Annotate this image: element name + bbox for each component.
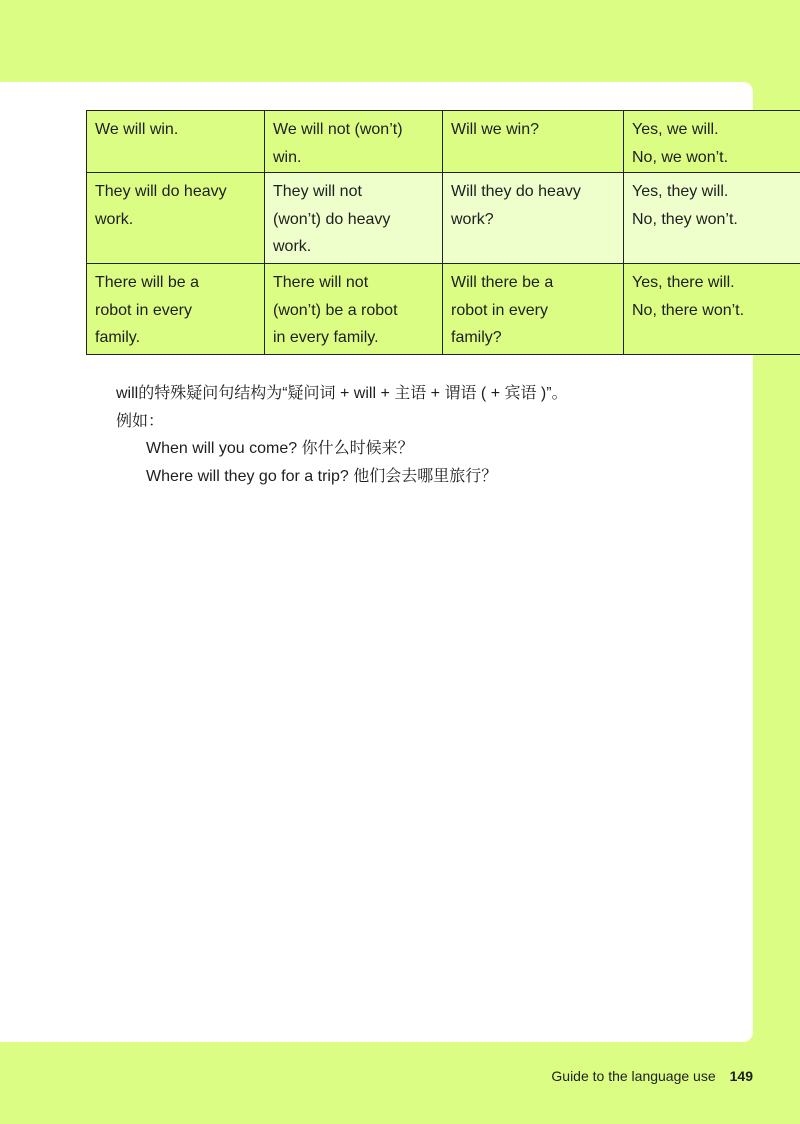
cell-text: No, they won’t.: [632, 210, 738, 228]
cell-text: We will not (won’t): [273, 121, 403, 138]
cell-text: No, there won’t.: [632, 301, 745, 319]
table-row: [87, 111, 800, 173]
cell-text: robot in every: [451, 301, 548, 319]
table-cell-answer: [624, 173, 800, 264]
cell-text: They will not: [273, 183, 362, 200]
cell-text: robot in every: [95, 301, 192, 319]
cell-text: No, we won’t.: [632, 148, 729, 166]
grammar-table: [86, 110, 800, 355]
cell-text: Will we win?: [451, 121, 540, 138]
table-cell-question: [443, 111, 624, 173]
table-row: [87, 173, 800, 264]
cell-text: family.: [95, 329, 141, 346]
table-cell-question: [443, 264, 624, 355]
cell-text: family?: [451, 329, 502, 346]
table-cell-affirmative: [87, 173, 265, 264]
table-cell-affirmative: [87, 111, 265, 173]
cell-text: We will win.: [95, 121, 179, 138]
cell-text: There will not: [273, 274, 369, 291]
example-sentence: When will you come? 你什么时候来？: [146, 440, 414, 457]
section-title: Guide to the language use: [551, 1068, 716, 1084]
cell-text: work.: [95, 210, 134, 228]
table-cell-answer: [624, 111, 800, 173]
cell-text: (won’t) be a robot: [273, 301, 398, 319]
cell-text: Yes, they will.: [632, 183, 729, 200]
table-cell-answer: [624, 264, 800, 355]
page-number: 149: [729, 1068, 753, 1084]
table-row: [87, 264, 800, 355]
cell-text: win.: [273, 148, 302, 166]
cell-text: work.: [273, 238, 312, 255]
table-cell-negative: [265, 173, 443, 264]
table-cell-question: [443, 173, 624, 264]
table-cell-negative: [265, 111, 443, 173]
cell-text: Will there be a: [451, 274, 554, 291]
cell-text: Yes, we will.: [632, 121, 719, 138]
cell-text: in every family.: [273, 329, 379, 346]
grammar-notes: [116, 380, 568, 490]
cell-text: Yes, there will.: [632, 274, 735, 291]
cell-text: They will do heavy: [95, 183, 227, 200]
page-footer: [551, 1068, 753, 1084]
cell-text: work?: [451, 210, 494, 228]
cell-text: (won’t) do heavy: [273, 210, 391, 228]
example-sentence: Where will they go for a trip? 他们会去哪里旅行？: [146, 467, 498, 485]
table-cell-affirmative: [87, 264, 265, 355]
table-cell-negative: [265, 264, 443, 355]
rule-text: will的特殊疑问句结构为“疑问词 + will + 主语 + 谓语 ( + 宾语 )”。: [116, 385, 568, 402]
cell-text: There will be a: [95, 274, 200, 291]
example-label: 例如：: [116, 412, 165, 430]
cell-text: Will they do heavy: [451, 183, 581, 200]
